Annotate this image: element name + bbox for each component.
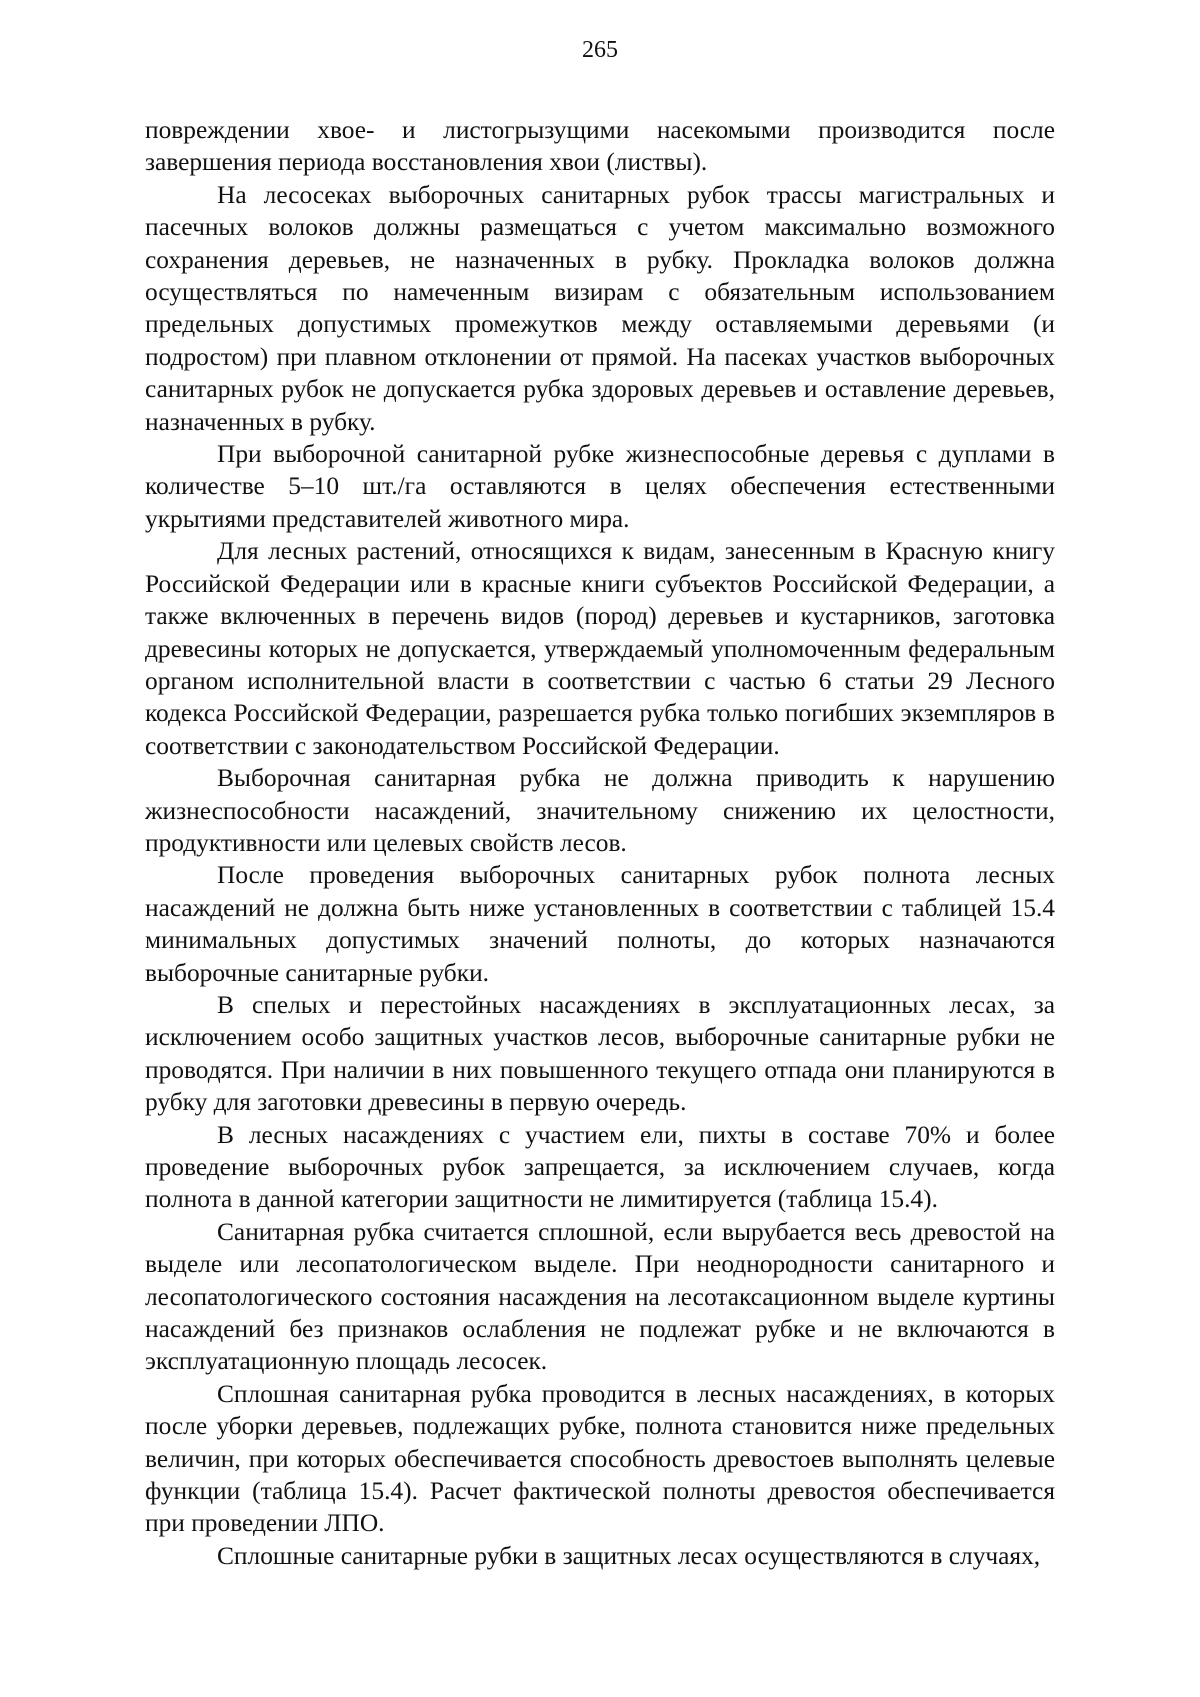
paragraph: Сплошные санитарные рубки в защитных лесах осуществляются в случаях,: [217, 1541, 1041, 1570]
paragraph: Для лесных растений, относящихся к видам, занесенным в Красную книгу Российской Федерации или в красные книги субъектов Российской Федерации, а также включенных в перечень видов (пород) деревьев и кустарников, заготовка древесины которых не допускается, утверждаемый уполномоченным федеральным органом исполнительной власти в соответствии с частью 6 статьи 29 Лесного кодекса Российской Федерации, разрешается рубка только погибших экземпляров в соответствии с законодательством Российской Федерации.: [145, 537, 1055, 760]
paragraph: Сплошная санитарная рубка проводится в лесных насаждениях, в которых после уборки деревьев, подлежащих рубке, полнота становится ниже предельных величин, при которых обеспечивается способность древостоев выполнять целевые функции (таблица 15.4). Расчет фактической полноты древостоя обеспечивается при проведении ЛПО.: [145, 1379, 1055, 1538]
paragraph: В спелых и перестойных насаждениях в эксплуатационных лесах, за исключением особо защитных участков лесов, выборочные санитарные рубки не проводятся. При наличии в них повышенного текущего отпада они планируются в рубку для заготовки древесины в первую очередь.: [145, 990, 1055, 1117]
document-body: [145, 114, 1055, 1572]
paragraph: Санитарная рубка считается сплошной, если вырубается весь древостой на выделе или лесопатологическом выделе. При неоднородности санитарного и лесопатологического состояния насаждения на лесотаксационном выделе куртины насаждений без признаков ослабления не подлежат рубке и не включаются в эксплуатационную площадь лесосек.: [145, 1217, 1055, 1376]
paragraph: При выборочной санитарной рубке жизнеспособные деревья с дуплами в количестве 5–10 шт./га оставляются в целях обеспечения естественными укрытиями представителей животного мира.: [145, 440, 1055, 533]
page-number: 265: [582, 37, 618, 63]
paragraph: После проведения выборочных санитарных рубок полнота лесных насаждений не должна быть ниже установленных в соответствии с таблицей 15.4 минимальных допустимых значений полноты, до которых назначаются выборочные санитарные рубки.: [145, 861, 1055, 987]
paragraph: Выборочная санитарная рубка не должна приводить к нарушению жизнеспособности насаждений, значительному снижению их целостности, продуктивности или целевых свойств лесов.: [145, 764, 1055, 857]
paragraph: На лесосеках выборочных санитарных рубок трассы магистральных и пасечных волоков должны размещаться с учетом максимально возможного сохранения деревьев, не назначенных в рубку. Прокладка волоков должна осуществляться по намеченным визирам с обязательным использованием предельных допустимых промежутков между оставляемыми деревьями (и подростом) при плавном отклонении от прямой. На пасеках участков выборочных санитарных рубок не допускается рубка здоровых деревьев и оставление деревьев, назначенных в рубку.: [145, 180, 1055, 436]
paragraph: повреждении хвое- и листогрызущими насекомыми производится после завершения периода восстановления хвои (листвы).: [145, 116, 1055, 177]
paragraph: В лесных насаждениях с участием ели, пихты в составе 70% и более проведение выборочных рубок запрещается, за исключением случаев, когда полнота в данной категории защитности не лимитируется (таблица 15.4).: [145, 1120, 1055, 1214]
